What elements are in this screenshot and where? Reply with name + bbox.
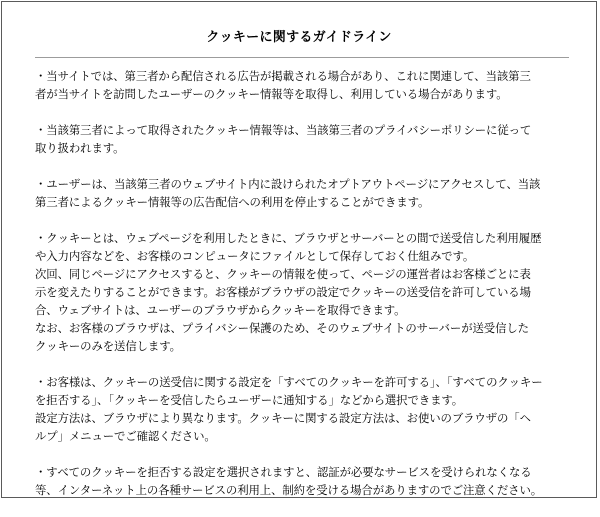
paragraph-privacy-policy	[35, 121, 575, 157]
text-line: なお、お客様のブラウザは、プライバシー保護のため、そのウェブサイトのサーバーが送受信した	[35, 321, 529, 335]
text-line: ・当サイトでは、第三者から配信される広告が掲載される場合があり、これに関連して、当該第三	[35, 69, 531, 83]
guideline-frame	[1, 1, 597, 498]
text-line: 示を変えたりすることができます。お客様がブラウザの設定でクッキーの送受信を許可している場	[35, 285, 531, 299]
text-line: ・当該第三者によって取得されたクッキー情報等は、当該第三者のプライバシーポリシーに従って	[35, 123, 532, 137]
text-line: を拒否する」、「クッキーを受信したらユーザーに通知する」などから選択できます。	[35, 393, 464, 407]
text-line: 等、インターネット上の各種サービスの利用上、制約を受ける場合がありますのでご注意ください。	[35, 483, 543, 497]
page-title: クッキーに関するガイドライン	[206, 30, 392, 45]
paragraph-third-party-ads	[35, 67, 575, 103]
text-line: ルプ」メニューでご確認ください。	[35, 429, 216, 443]
text-line: ・お客様は、クッキーの送受信に関する設定を「すべてのクッキーを許可する」、「すべてのクッキー	[35, 375, 543, 389]
text-line: や入力内容などを、お客様のコンピュータにファイルとして保存しておく仕組みです。	[35, 249, 475, 263]
text-line: 設定方法は、ブラウザにより異なります。クッキーに関する設定方法は、お使いのブラウザの「ヘ	[35, 411, 531, 425]
paragraph-cookie-settings	[35, 373, 575, 445]
text-line: 者が当サイトを訪問したユーザーのクッキー情報等を取得し、利用している場合があります。	[35, 87, 508, 101]
guideline-body	[35, 67, 575, 517]
paragraph-cookie-definition	[35, 229, 575, 355]
title-divider	[35, 57, 569, 58]
text-line: ・すべてのクッキーを拒否する設定を選択されますと、認証が必要なサービスを受けられなくなる	[35, 465, 532, 479]
text-line: 第三者によるクッキー情報等の広告配信への利用を停止することができます。	[35, 195, 430, 209]
paragraph-reject-warning	[35, 463, 575, 499]
text-line: ・ユーザーは、当該第三者のウェブサイト内に設けられたオプトアウトページにアクセスして、当該	[35, 177, 541, 191]
text-line: 合、ウェブサイトは、ユーザーのブラウザからクッキーを取得できます。	[35, 303, 406, 317]
text-line: 次回、同じページにアクセスすると、クッキーの情報を使って、ページの運営者はお客様ごとに表	[35, 267, 531, 281]
text-line: ・クッキーとは、ウェブページを利用したときに、ブラウザとサーバーとの間で送受信した利用履歴	[35, 231, 542, 245]
text-line: 取り扱われます。	[35, 141, 125, 155]
paragraph-opt-out	[35, 175, 575, 211]
text-line: クッキーのみを送信します。	[35, 339, 181, 353]
